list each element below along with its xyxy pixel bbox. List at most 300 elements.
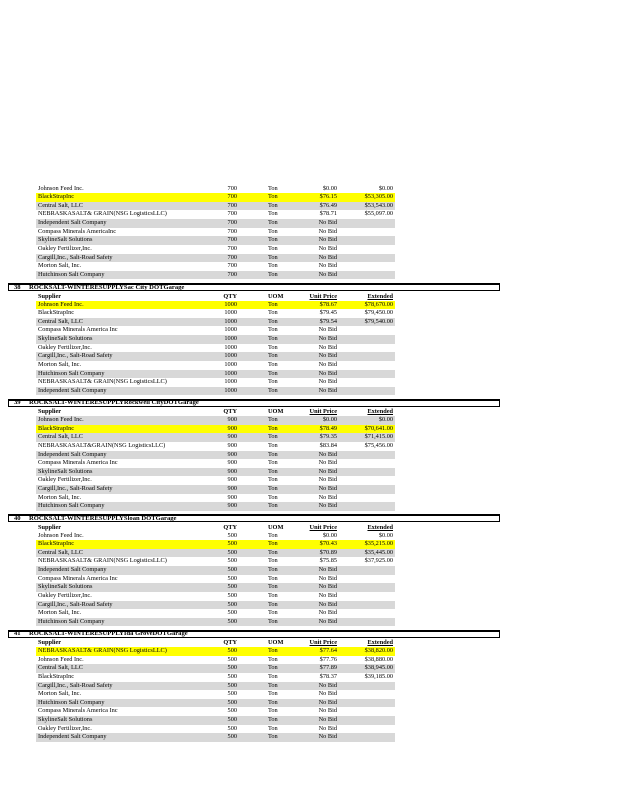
section-title-bar	[8, 399, 500, 407]
uom-cell: Ton	[268, 378, 278, 386]
uom-cell: Ton	[268, 698, 278, 706]
table-row	[36, 468, 395, 477]
extended-cell	[337, 733, 395, 742]
supplier-cell: Compass Minerals America Inc	[38, 574, 118, 582]
extended-cell: $0.00	[378, 184, 393, 192]
extended-cell	[337, 335, 395, 344]
uom-cell: Ton	[268, 716, 278, 723]
supplier-cell: NEBRASKASALT& GRAIN(NSG LogisticsLLC)	[38, 647, 167, 654]
unit-price-cell: $76.49	[319, 201, 337, 209]
extended-cell: $0.00	[378, 416, 393, 423]
table-row	[36, 502, 395, 511]
table-row	[36, 202, 395, 211]
qty-cell: 500	[227, 557, 237, 565]
unit-price-cell: No Bid	[318, 236, 337, 244]
unit-price-cell: No Bid	[318, 681, 337, 689]
unit-price-cell: No Bid	[318, 502, 337, 510]
unit-price-cell: No Bid	[318, 262, 337, 270]
supplier-cell: BlackStrapInc	[38, 193, 75, 201]
qty-cell: 900	[227, 493, 237, 501]
section-title: ROCKSALT-WINTERESUPPLYIda GroveDOTGarage	[29, 630, 188, 637]
supplier-cell: Cargill,Inc., Salt-Road Safety	[38, 600, 113, 608]
table-row	[36, 557, 395, 566]
uom-cell: Ton	[268, 335, 278, 342]
table-row	[36, 656, 395, 665]
unit-price-cell: $0.00	[322, 416, 337, 423]
qty-cell: 1000	[224, 317, 237, 325]
extended-cell: $79,540.00	[364, 317, 393, 325]
table-row-highlighted	[36, 540, 395, 549]
unit-price-cell: No Bid	[318, 467, 337, 475]
section-title: ROCKSALT-WINTERESUPPLYRockwell CityDOTGarage	[29, 399, 199, 406]
uom-cell: Ton	[268, 664, 278, 672]
extended-cell	[337, 245, 395, 254]
extended-cell	[337, 352, 395, 361]
table-row	[36, 318, 395, 327]
extended-cell	[337, 592, 395, 601]
extended-cell	[337, 236, 395, 245]
qty-cell: 700	[227, 184, 237, 192]
unit-price-cell: No Bid	[318, 227, 337, 235]
unit-price-cell: No Bid	[318, 253, 337, 261]
extended-cell	[337, 618, 395, 627]
extended-cell	[337, 370, 395, 379]
table-row	[36, 532, 395, 541]
qty-cell: 500	[227, 707, 237, 715]
uom-cell: Ton	[268, 210, 278, 218]
section-number: 38	[14, 283, 21, 291]
uom-cell: Ton	[268, 227, 278, 235]
extended-cell	[337, 254, 395, 263]
supplier-cell: Johnson Feed Inc.	[38, 184, 84, 192]
qty-cell: 500	[227, 583, 237, 591]
col-unit-price-header: Unit Price	[309, 408, 337, 415]
unit-price-cell: $78.37	[319, 672, 337, 680]
col-supplier-header: Supplier	[38, 292, 62, 300]
col-uom-header: UOM	[268, 408, 284, 415]
qty-cell: 700	[227, 201, 237, 209]
col-extended-header: Extended	[367, 639, 393, 646]
uom-cell: Ton	[268, 317, 278, 325]
uom-cell: Ton	[268, 236, 278, 244]
supplier-cell: Oakley Fertilizer,Inc.	[38, 244, 92, 252]
unit-price-cell: $70.89	[319, 548, 337, 556]
table-row	[36, 716, 395, 725]
table-row	[36, 378, 395, 387]
uom-cell: Ton	[268, 502, 278, 510]
unit-price-cell: $75.85	[319, 557, 337, 565]
unit-price-cell: No Bid	[318, 343, 337, 351]
unit-price-cell: $77.76	[319, 655, 337, 663]
supplier-cell: Oakley Fertilizer,Inc.	[38, 476, 92, 484]
extended-cell: $39,185.00	[364, 672, 393, 680]
col-qty-header: QTY	[223, 523, 237, 531]
supplier-cell: SkylineSalt Solutions	[38, 716, 93, 723]
qty-cell: 1000	[224, 352, 237, 360]
col-qty-header: QTY	[223, 292, 237, 300]
qty-cell: 900	[227, 450, 237, 458]
qty-cell: 500	[227, 733, 237, 741]
table-row	[36, 609, 395, 618]
supplier-cell: Central Salt, LLC	[38, 548, 83, 556]
table-row	[36, 245, 395, 254]
qty-cell: 900	[227, 433, 237, 441]
unit-price-cell: No Bid	[318, 591, 337, 599]
table-row	[36, 725, 395, 734]
qty-cell: 500	[227, 531, 237, 539]
uom-cell: Ton	[268, 326, 278, 334]
uom-cell: Ton	[268, 672, 278, 680]
table-row-highlighted	[36, 301, 395, 310]
col-supplier-header: Supplier	[38, 523, 62, 531]
extended-cell	[337, 725, 395, 734]
supplier-cell: Johnson Feed Inc.	[38, 300, 84, 308]
column-header-row	[36, 291, 395, 301]
qty-cell: 1000	[224, 369, 237, 377]
qty-cell: 1000	[224, 343, 237, 351]
qty-cell: 500	[227, 548, 237, 556]
extended-cell: $53,305.00	[364, 193, 393, 201]
supplier-cell: Cargill,Inc., Salt-Road Safety	[38, 253, 113, 261]
qty-cell: 500	[227, 574, 237, 582]
unit-price-cell: $77.64	[319, 647, 337, 654]
supplier-cell: Johnson Feed Inc.	[38, 531, 84, 539]
unit-price-cell: No Bid	[318, 459, 337, 467]
unit-price-cell: No Bid	[318, 326, 337, 334]
supplier-cell: Morton Salt, Inc.	[38, 493, 82, 501]
section-number: 41	[14, 630, 21, 637]
extended-cell	[337, 378, 395, 387]
extended-cell	[337, 583, 395, 592]
table-row	[36, 254, 395, 263]
unit-price-cell: $79.45	[319, 309, 337, 317]
unit-price-cell: No Bid	[318, 360, 337, 368]
table-row	[36, 699, 395, 708]
extended-cell: $70,641.00	[364, 424, 393, 432]
bid-section-41	[0, 630, 618, 742]
extended-cell: $38,880.00	[364, 655, 393, 663]
table-row	[36, 236, 395, 245]
unit-price-cell: No Bid	[318, 352, 337, 360]
uom-cell: Ton	[268, 557, 278, 565]
unit-price-cell: $0.00	[322, 531, 337, 539]
uom-cell: Ton	[268, 433, 278, 441]
qty-cell: 700	[227, 210, 237, 218]
col-unit-price-header: Unit Price	[309, 523, 337, 531]
qty-cell: 900	[227, 459, 237, 467]
uom-cell: Ton	[268, 476, 278, 484]
col-unit-price-header: Unit Price	[309, 292, 337, 300]
qty-cell: 500	[227, 681, 237, 689]
table-row	[36, 583, 395, 592]
uom-cell: Ton	[268, 369, 278, 377]
section-title: ROCKSALT-WINTERESUPPLYSloan DOTGarage	[29, 514, 177, 522]
unit-price-cell: No Bid	[318, 733, 337, 741]
qty-cell: 1000	[224, 309, 237, 317]
qty-cell: 1000	[224, 378, 237, 386]
table-row	[36, 707, 395, 716]
extended-cell: $0.00	[378, 531, 393, 539]
table-row-highlighted	[36, 193, 395, 202]
extended-cell: $37,925.00	[364, 557, 393, 565]
table-row	[36, 370, 395, 379]
supplier-cell: SkylineSalt Solutions	[38, 583, 93, 591]
extended-cell	[337, 494, 395, 503]
supplier-cell: NEBRASKASALT& GRAIN(NSG LogisticsLLC)	[38, 557, 167, 565]
col-extended-header: Extended	[367, 292, 393, 300]
supplier-cell: Central Salt, LLC	[38, 317, 83, 325]
qty-cell: 1000	[224, 300, 237, 308]
unit-price-cell: No Bid	[318, 583, 337, 591]
uom-cell: Ton	[268, 574, 278, 582]
qty-cell: 1000	[224, 386, 237, 394]
table-row-highlighted	[36, 647, 395, 656]
unit-price-cell: No Bid	[318, 690, 337, 698]
supplier-cell: Compass Minerals AmericaInc	[38, 227, 116, 235]
qty-cell: 1000	[224, 326, 237, 334]
supplier-cell: Compass Minerals America Inc	[38, 459, 118, 467]
supplier-cell: Independent Salt Company	[38, 219, 107, 226]
uom-cell: Ton	[268, 343, 278, 351]
extended-cell	[337, 485, 395, 494]
qty-cell: 500	[227, 690, 237, 698]
unit-price-cell: No Bid	[318, 574, 337, 582]
unit-price-cell: No Bid	[318, 493, 337, 501]
unit-price-cell: No Bid	[318, 244, 337, 252]
table-row	[36, 673, 395, 682]
table-row	[36, 344, 395, 353]
uom-cell: Ton	[268, 270, 278, 278]
supplier-cell: SkylineSalt Solutions	[38, 236, 93, 244]
uom-cell: Ton	[268, 609, 278, 617]
qty-cell: 1000	[224, 335, 237, 342]
qty-cell: 500	[227, 566, 237, 573]
uom-cell: Ton	[268, 459, 278, 467]
supplier-cell: Independent Salt Company	[38, 566, 107, 573]
bid-section-38	[0, 283, 618, 395]
qty-cell: 500	[227, 724, 237, 732]
qty-cell: 700	[227, 193, 237, 201]
qty-cell: 700	[227, 270, 237, 278]
extended-cell: $35,445.00	[364, 548, 393, 556]
supplier-cell: Morton Salt, Inc.	[38, 262, 82, 270]
supplier-cell: Compass Minerals America Inc	[38, 326, 118, 334]
section-number: 39	[14, 399, 21, 406]
extended-cell: $75,456.00	[364, 441, 393, 449]
supplier-cell: Cargill,Inc., Salt-Road Safety	[38, 352, 113, 360]
uom-cell: Ton	[268, 450, 278, 458]
extended-cell: $71,415.00	[364, 433, 393, 441]
extended-cell	[337, 502, 395, 511]
uom-cell: Ton	[268, 219, 278, 226]
unit-price-cell: $78.67	[319, 300, 337, 308]
unit-price-cell: $77.89	[319, 664, 337, 672]
uom-cell: Ton	[268, 733, 278, 741]
uom-cell: Ton	[268, 566, 278, 573]
uom-cell: Ton	[268, 184, 278, 192]
col-uom-header: UOM	[268, 292, 284, 300]
qty-cell: 900	[227, 467, 237, 475]
unit-price-cell: No Bid	[318, 386, 337, 394]
bid-section-40	[0, 514, 618, 626]
qty-cell: 700	[227, 236, 237, 244]
supplier-cell: Johnson Feed Inc.	[38, 655, 84, 663]
qty-cell: 500	[227, 655, 237, 663]
table-row	[36, 566, 395, 575]
unit-price-cell: No Bid	[318, 609, 337, 617]
uom-cell: Ton	[268, 244, 278, 252]
qty-cell: 1000	[224, 360, 237, 368]
col-uom-header: UOM	[268, 639, 284, 646]
extended-cell	[337, 601, 395, 610]
qty-cell: 500	[227, 609, 237, 617]
extended-cell: $79,450.00	[364, 309, 393, 317]
unit-price-cell: $76.15	[319, 193, 337, 201]
table-row	[36, 210, 395, 219]
supplier-cell: Oakley Fertilizer,Inc.	[38, 724, 92, 732]
section-number: 40	[14, 514, 21, 522]
extended-cell	[337, 690, 395, 699]
supplier-cell: NEBRASKASALT&GRAIN(NSG LogisticsLLC)	[38, 441, 166, 449]
uom-cell: Ton	[268, 531, 278, 539]
uom-cell: Ton	[268, 309, 278, 317]
extended-cell	[337, 682, 395, 691]
table-row	[36, 601, 395, 610]
uom-cell: Ton	[268, 485, 278, 492]
supplier-cell: BlackStrapInc	[38, 309, 75, 317]
qty-cell: 900	[227, 424, 237, 432]
uom-cell: Ton	[268, 360, 278, 368]
column-header-row	[36, 638, 395, 648]
table-row	[36, 271, 395, 280]
unit-price-cell: No Bid	[318, 476, 337, 484]
extended-cell: $38,820.00	[364, 647, 393, 654]
table-row	[36, 326, 395, 335]
table-row	[36, 262, 395, 271]
column-header-row	[36, 522, 395, 532]
qty-cell: 500	[227, 617, 237, 625]
uom-cell: Ton	[268, 540, 278, 548]
uom-cell: Ton	[268, 424, 278, 432]
unit-price-cell: No Bid	[318, 724, 337, 732]
table-row	[36, 459, 395, 468]
supplier-cell: Oakley Fertilizer,Inc.	[38, 591, 92, 599]
extended-cell	[337, 707, 395, 716]
unit-price-cell: $78.71	[319, 210, 337, 218]
supplier-cell: Hutchinson Salt Company	[38, 369, 105, 377]
extended-cell	[337, 476, 395, 485]
uom-cell: Ton	[268, 600, 278, 608]
table-row	[36, 433, 395, 442]
qty-cell: 500	[227, 540, 237, 548]
table-row	[36, 733, 395, 742]
section-title: ROCKSALT-WINTERESUPPLYSac City DOTGarage	[29, 283, 185, 291]
uom-cell: Ton	[268, 201, 278, 209]
section-title-bar	[8, 283, 500, 291]
table-row	[36, 549, 395, 558]
bid-table-continued	[0, 185, 618, 280]
extended-cell	[337, 716, 395, 725]
col-supplier-header: Supplier	[38, 639, 62, 646]
extended-cell	[337, 459, 395, 468]
table-row	[36, 682, 395, 691]
qty-cell: 900	[227, 476, 237, 484]
col-qty-header: QTY	[223, 639, 237, 646]
uom-cell: Ton	[268, 548, 278, 556]
table-row	[36, 352, 395, 361]
qty-cell: 900	[227, 502, 237, 510]
uom-cell: Ton	[268, 690, 278, 698]
table-row	[36, 451, 395, 460]
extended-cell	[337, 699, 395, 708]
qty-cell: 500	[227, 698, 237, 706]
extended-cell	[337, 228, 395, 237]
uom-cell: Ton	[268, 724, 278, 732]
unit-price-cell: No Bid	[318, 617, 337, 625]
extended-cell	[337, 609, 395, 618]
supplier-cell: BlackStrapInc	[38, 672, 75, 680]
qty-cell: 700	[227, 253, 237, 261]
table-row	[36, 664, 395, 673]
uom-cell: Ton	[268, 416, 278, 423]
uom-cell: Ton	[268, 591, 278, 599]
extended-cell: $35,215.00	[364, 540, 393, 548]
extended-cell	[337, 219, 395, 228]
table-row	[36, 575, 395, 584]
extended-cell	[337, 575, 395, 584]
unit-price-cell: No Bid	[318, 698, 337, 706]
unit-price-cell: $70.43	[319, 540, 337, 548]
supplier-cell: NEBRASKASALT& GRAIN(NSG LogisticsLLC)	[38, 378, 167, 386]
extended-cell: $55,097.00	[364, 210, 393, 218]
table-row	[36, 618, 395, 627]
supplier-cell: Morton Salt, Inc.	[38, 690, 82, 698]
table-row	[36, 309, 395, 318]
uom-cell: Ton	[268, 300, 278, 308]
unit-price-cell: No Bid	[318, 716, 337, 723]
qty-cell: 500	[227, 664, 237, 672]
table-row	[36, 592, 395, 601]
unit-price-cell: No Bid	[318, 270, 337, 278]
supplier-cell: Independent Salt Company	[38, 386, 107, 394]
extended-cell: $38,945.00	[364, 664, 393, 672]
section-title-bar	[8, 630, 500, 638]
supplier-cell: Morton Salt, Inc.	[38, 609, 82, 617]
extended-cell: $78,670.00	[364, 300, 393, 308]
qty-cell: 700	[227, 262, 237, 270]
uom-cell: Ton	[268, 193, 278, 201]
qty-cell: 500	[227, 600, 237, 608]
table-row	[36, 387, 395, 396]
uom-cell: Ton	[268, 707, 278, 715]
supplier-cell: NEBRASKASALT& GRAIN(NSG LogisticsLLC)	[38, 210, 167, 218]
unit-price-cell: $79.54	[319, 317, 337, 325]
unit-price-cell: $0.00	[322, 184, 337, 192]
supplier-cell: BlackStrapInc	[38, 540, 75, 548]
extended-cell	[337, 451, 395, 460]
unit-price-cell: No Bid	[318, 219, 337, 226]
supplier-cell: Cargill,Inc., Salt-Road Safety	[38, 485, 113, 492]
uom-cell: Ton	[268, 583, 278, 591]
col-unit-price-header: Unit Price	[309, 639, 337, 646]
supplier-cell: Hutchinson Salt Company	[38, 698, 105, 706]
extended-cell	[337, 326, 395, 335]
unit-price-cell: $79.35	[319, 433, 337, 441]
qty-cell: 500	[227, 591, 237, 599]
uom-cell: Ton	[268, 681, 278, 689]
uom-cell: Ton	[268, 386, 278, 394]
uom-cell: Ton	[268, 655, 278, 663]
